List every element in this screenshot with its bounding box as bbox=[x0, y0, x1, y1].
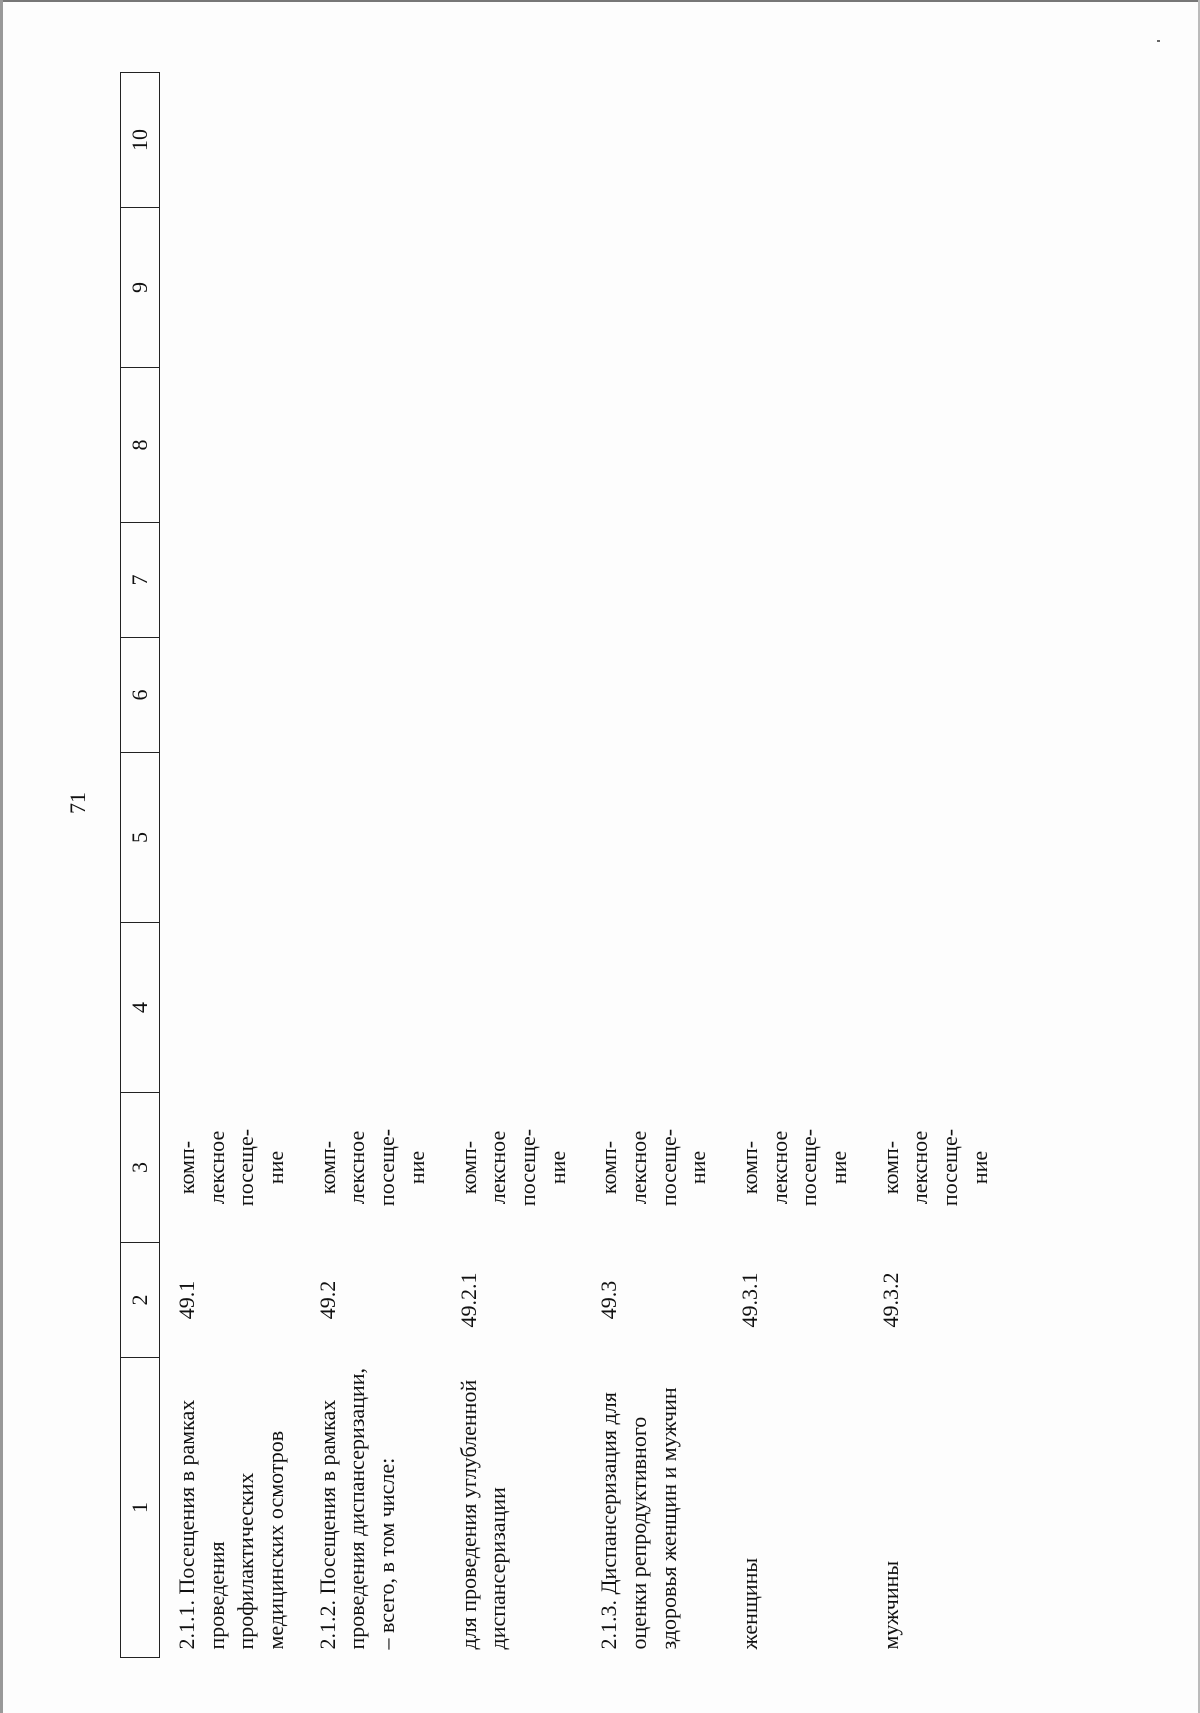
empty-cell bbox=[860, 368, 1001, 523]
empty-cell bbox=[160, 638, 297, 753]
row-unit bbox=[438, 1093, 579, 1243]
empty-cell bbox=[160, 368, 297, 523]
empty-cell bbox=[860, 208, 1001, 368]
page-number: 71 bbox=[65, 792, 90, 814]
unit-line: комп- bbox=[314, 1140, 340, 1195]
unit-line: посеще- bbox=[233, 1128, 259, 1207]
unit-line: комп- bbox=[877, 1140, 903, 1195]
unit-line: комп- bbox=[596, 1140, 622, 1195]
empty-cell bbox=[860, 638, 1001, 753]
unit-line: ние bbox=[544, 1150, 570, 1185]
table-row bbox=[160, 73, 297, 1658]
row-name: 2.1.3. Диспансеризация для оценки репродуктивного здоровья женщин и мужчин bbox=[596, 1387, 681, 1650]
empty-cell bbox=[160, 73, 297, 208]
unit-line: ние bbox=[826, 1150, 852, 1185]
unit-line: лексное bbox=[203, 1130, 229, 1205]
empty-cell bbox=[297, 523, 438, 638]
row-name: 2.1.2. Посещения в рамках проведения диспансеризации, – всего, в том числе: bbox=[314, 1367, 400, 1650]
unit-line: посеще- bbox=[374, 1128, 400, 1207]
row-code: 49.3.1 bbox=[737, 1272, 762, 1328]
column-header-9: 9 bbox=[121, 208, 160, 368]
empty-cell bbox=[297, 368, 438, 523]
column-header-6: 6 bbox=[121, 638, 160, 753]
empty-cell bbox=[297, 753, 438, 923]
empty-cell bbox=[578, 638, 719, 753]
row-unit bbox=[297, 1093, 438, 1243]
empty-cell bbox=[297, 73, 438, 208]
empty-cell bbox=[160, 753, 297, 923]
unit-line: комп- bbox=[455, 1140, 481, 1195]
unit-line: лексное bbox=[907, 1130, 933, 1205]
unit-line: посеще- bbox=[796, 1128, 822, 1207]
row-name: женщины bbox=[737, 1557, 762, 1650]
unit-line: ние bbox=[685, 1150, 711, 1185]
empty-cell bbox=[438, 923, 579, 1093]
column-header-1: 1 bbox=[121, 1358, 160, 1658]
empty-cell bbox=[860, 73, 1001, 208]
empty-cell bbox=[160, 523, 297, 638]
unit-line: ние bbox=[263, 1150, 289, 1185]
table-row bbox=[578, 73, 719, 1658]
column-header-2: 2 bbox=[121, 1243, 160, 1358]
empty-cell bbox=[297, 208, 438, 368]
row-name: мужчины bbox=[877, 1560, 903, 1650]
empty-cell bbox=[578, 923, 719, 1093]
table-row bbox=[438, 73, 579, 1658]
row-code: 49.1 bbox=[174, 1280, 199, 1320]
empty-cell bbox=[578, 208, 719, 368]
empty-cell bbox=[719, 208, 860, 368]
empty-cell bbox=[438, 523, 579, 638]
table-row bbox=[860, 73, 1001, 1658]
empty-cell bbox=[297, 923, 438, 1093]
unit-line: лексное bbox=[625, 1130, 651, 1205]
empty-cell bbox=[438, 753, 579, 923]
empty-cell bbox=[297, 638, 438, 753]
empty-cell bbox=[438, 368, 579, 523]
row-unit bbox=[719, 1093, 860, 1243]
empty-cell bbox=[578, 368, 719, 523]
empty-cell bbox=[160, 208, 297, 368]
empty-cell bbox=[719, 923, 860, 1093]
empty-cell bbox=[719, 73, 860, 208]
unit-line: ние bbox=[966, 1150, 992, 1185]
unit-line: лексное bbox=[485, 1130, 511, 1205]
empty-cell bbox=[860, 753, 1001, 923]
empty-cell bbox=[719, 638, 860, 753]
unit-line: ние bbox=[403, 1150, 429, 1185]
column-header-7: 7 bbox=[121, 523, 160, 638]
empty-cell bbox=[860, 523, 1001, 638]
row-name: 2.1.1. Посещения в рамках проведения профилактических медицинских осмотров bbox=[174, 1399, 289, 1650]
unit-line: лексное bbox=[766, 1130, 792, 1205]
data-table bbox=[120, 72, 1001, 1658]
row-unit bbox=[160, 1093, 297, 1243]
empty-cell bbox=[719, 368, 860, 523]
table-row bbox=[297, 73, 438, 1658]
row-unit bbox=[860, 1093, 1001, 1243]
table-header-row bbox=[121, 73, 160, 1658]
empty-cell bbox=[719, 753, 860, 923]
empty-cell bbox=[578, 523, 719, 638]
column-header-5: 5 bbox=[121, 753, 160, 923]
table-row bbox=[719, 73, 860, 1658]
column-header-10: 10 bbox=[121, 73, 160, 208]
row-code: 49.3.2 bbox=[877, 1272, 903, 1328]
unit-line: посеще- bbox=[655, 1128, 681, 1207]
unit-line: посеще- bbox=[514, 1128, 540, 1207]
unit-line: комп- bbox=[174, 1140, 199, 1195]
empty-cell bbox=[578, 753, 719, 923]
empty-cell bbox=[719, 523, 860, 638]
unit-line: посеще- bbox=[937, 1128, 963, 1207]
empty-cell bbox=[438, 638, 579, 753]
empty-cell bbox=[860, 923, 1001, 1093]
row-name: для проведения углубленной диспансеризации bbox=[455, 1379, 511, 1650]
column-header-4: 4 bbox=[121, 923, 160, 1093]
empty-cell bbox=[438, 208, 579, 368]
row-unit bbox=[578, 1093, 719, 1243]
unit-line: комп- bbox=[737, 1140, 762, 1195]
row-code: 49.3 bbox=[596, 1280, 622, 1320]
row-code: 49.2.1 bbox=[455, 1272, 481, 1328]
row-code: 49.2 bbox=[314, 1280, 340, 1320]
empty-cell bbox=[438, 73, 579, 208]
column-header-3: 3 bbox=[121, 1093, 160, 1243]
unit-line: лексное bbox=[344, 1130, 370, 1205]
empty-cell bbox=[578, 73, 719, 208]
empty-cell bbox=[160, 923, 297, 1093]
column-header-8: 8 bbox=[121, 368, 160, 523]
